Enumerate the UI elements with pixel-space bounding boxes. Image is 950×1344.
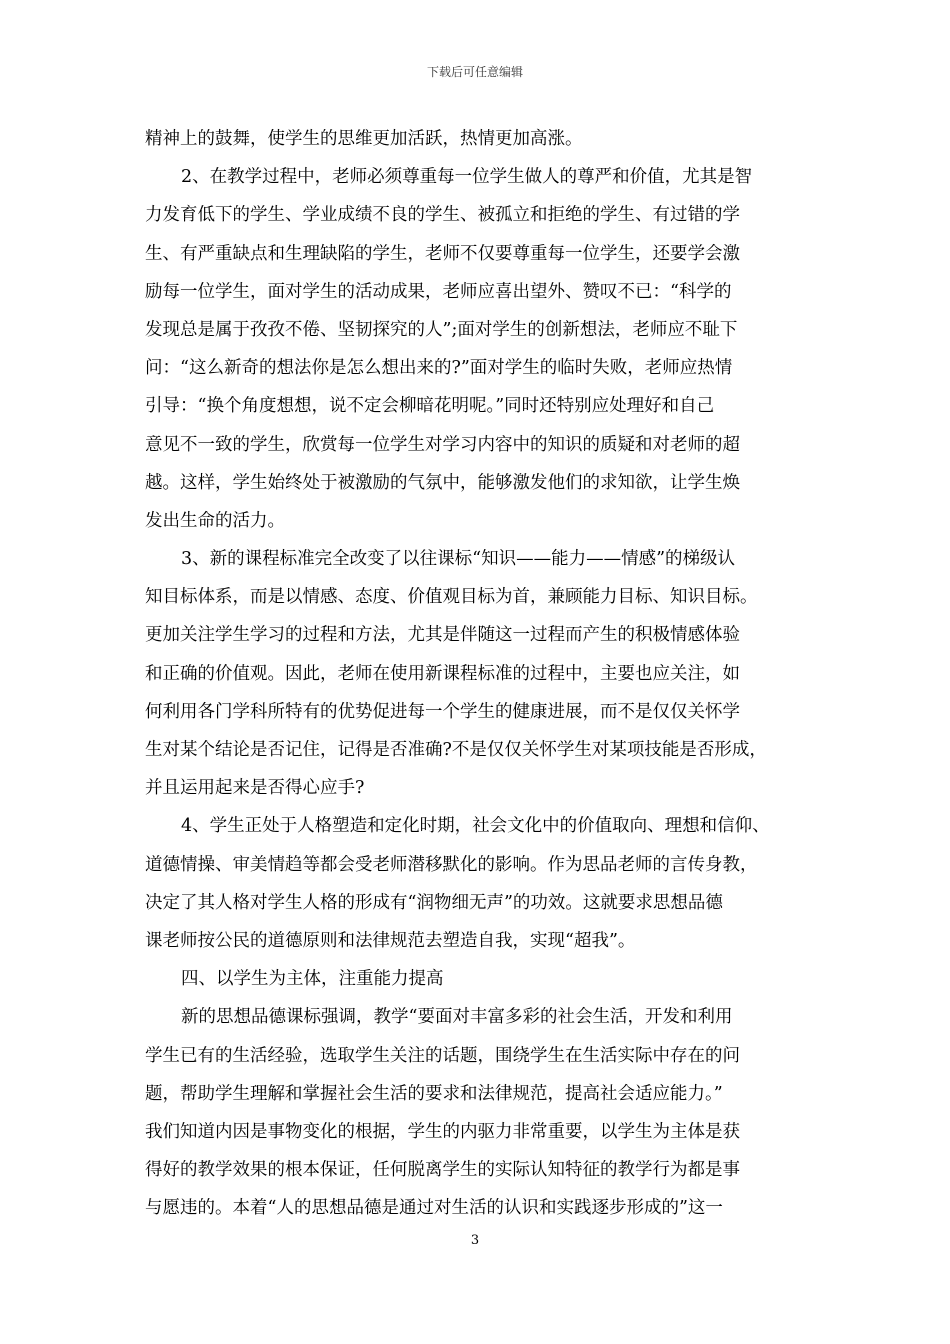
text-line: 发出生命的活力。 bbox=[145, 510, 285, 531]
text-line: 力发育低下的学生、学业成绩不良的学生、被孤立和拒绝的学生、有过错的学 bbox=[145, 205, 740, 226]
text-line: 并且运用起来是否得心应手? bbox=[145, 778, 365, 799]
text-line: 和正确的价值观。因此，老师在使用新课程标准的过程中，主要也应关注，如 bbox=[145, 663, 740, 684]
text-line: 我们知道内因是事物变化的根据，学生的内驱力非常重要，以学生为主体是获 bbox=[145, 1121, 740, 1142]
text-line: 题，帮助学生理解和掌握社会生活的要求和法律规范，提高社会适应能力。” bbox=[145, 1083, 723, 1104]
text-line: 3、新的课程标准完全改变了以往课标“知识——能力——情感”的梯级认 bbox=[181, 549, 736, 570]
text-line: 生、有严重缺点和生理缺陷的学生，老师不仅要尊重每一位学生，还要学会激 bbox=[145, 243, 740, 264]
text-line: 4、学生正处于人格塑造和定化时期，社会文化中的价值取向、理想和信仰、 bbox=[181, 816, 770, 837]
text-line: 励每一位学生，面对学生的活动成果，老师应喜出望外、赞叹不已：“科学的 bbox=[145, 281, 732, 302]
text-line: 课老师按公民的道德原则和法律规范去塑造自我，实现“超我”。 bbox=[145, 930, 636, 951]
page-number: 3 bbox=[470, 1233, 480, 1248]
text-line: 新的思想品德课标强调，教学“要面对丰富多彩的社会生活，开发和利用 bbox=[181, 1007, 733, 1028]
text-line: 决定了其人格对学生人格的形成有“润物细无声”的功效。这就要求思想品德 bbox=[145, 892, 723, 913]
text-line: 道德情操、审美情趋等都会受老师潜移默化的影响。作为思品老师的言传身教， bbox=[145, 854, 758, 875]
text-line: 四、以学生为主体，注重能力提高 bbox=[181, 969, 444, 990]
text-line: 引导：“换个角度想想，说不定会柳暗花明呢。”同时还特别应处理好和自己 bbox=[145, 396, 715, 417]
text-line: 得好的教学效果的根本保证，任何脱离学生的实际认知特征的教学行为都是事 bbox=[145, 1160, 740, 1181]
text-line: 何利用各门学科所特有的优势促进每一个学生的健康进展，而不是仅仅关怀学 bbox=[145, 701, 740, 722]
text-line: 意见不一致的学生，欣赏每一位学生对学习内容中的知识的质疑和对老师的超 bbox=[145, 434, 740, 455]
document-body bbox=[145, 120, 805, 1227]
text-line: 2、在教学过程中，老师必须尊重每一位学生做人的尊严和价值，尤其是智 bbox=[181, 167, 753, 188]
text-line: 发现总是属于孜孜不倦、坚韧探究的人”;面对学生的创新想法，老师应不耻下 bbox=[145, 319, 738, 340]
text-line: 生对某个结论是否记住，记得是否准确?不是仅仅关怀学生对某项技能是否形成， bbox=[145, 740, 767, 760]
text-line: 更加关注学生学习的过程和方法，尤其是伴随这一过程而产生的积极情感体验 bbox=[145, 625, 740, 646]
text-line: 问：“这么新奇的想法你是怎么想出来的?”面对学生的临时失败，老师应热情 bbox=[145, 358, 733, 379]
text-line: 知目标体系，而是以情感、态度、价值观目标为首，兼顾能力目标、知识目标。 bbox=[145, 587, 758, 608]
text-line: 越。这样，学生始终处于被激励的气氛中，能够激发他们的求知欲，让学生焕 bbox=[145, 472, 740, 493]
text-line: 精神上的鼓舞，使学生的思维更加活跃，热情更加高涨。 bbox=[145, 129, 583, 149]
text-line: 与愿违的。本着“人的思想品德是通过对生活的认识和实践逐步形成的”这一 bbox=[145, 1198, 723, 1219]
text-line: 学生已有的生活经验，选取学生关注的话题，围绕学生在生活实际中存在的问 bbox=[145, 1045, 740, 1066]
page-header: 下载后可任意编辑 bbox=[426, 65, 523, 79]
